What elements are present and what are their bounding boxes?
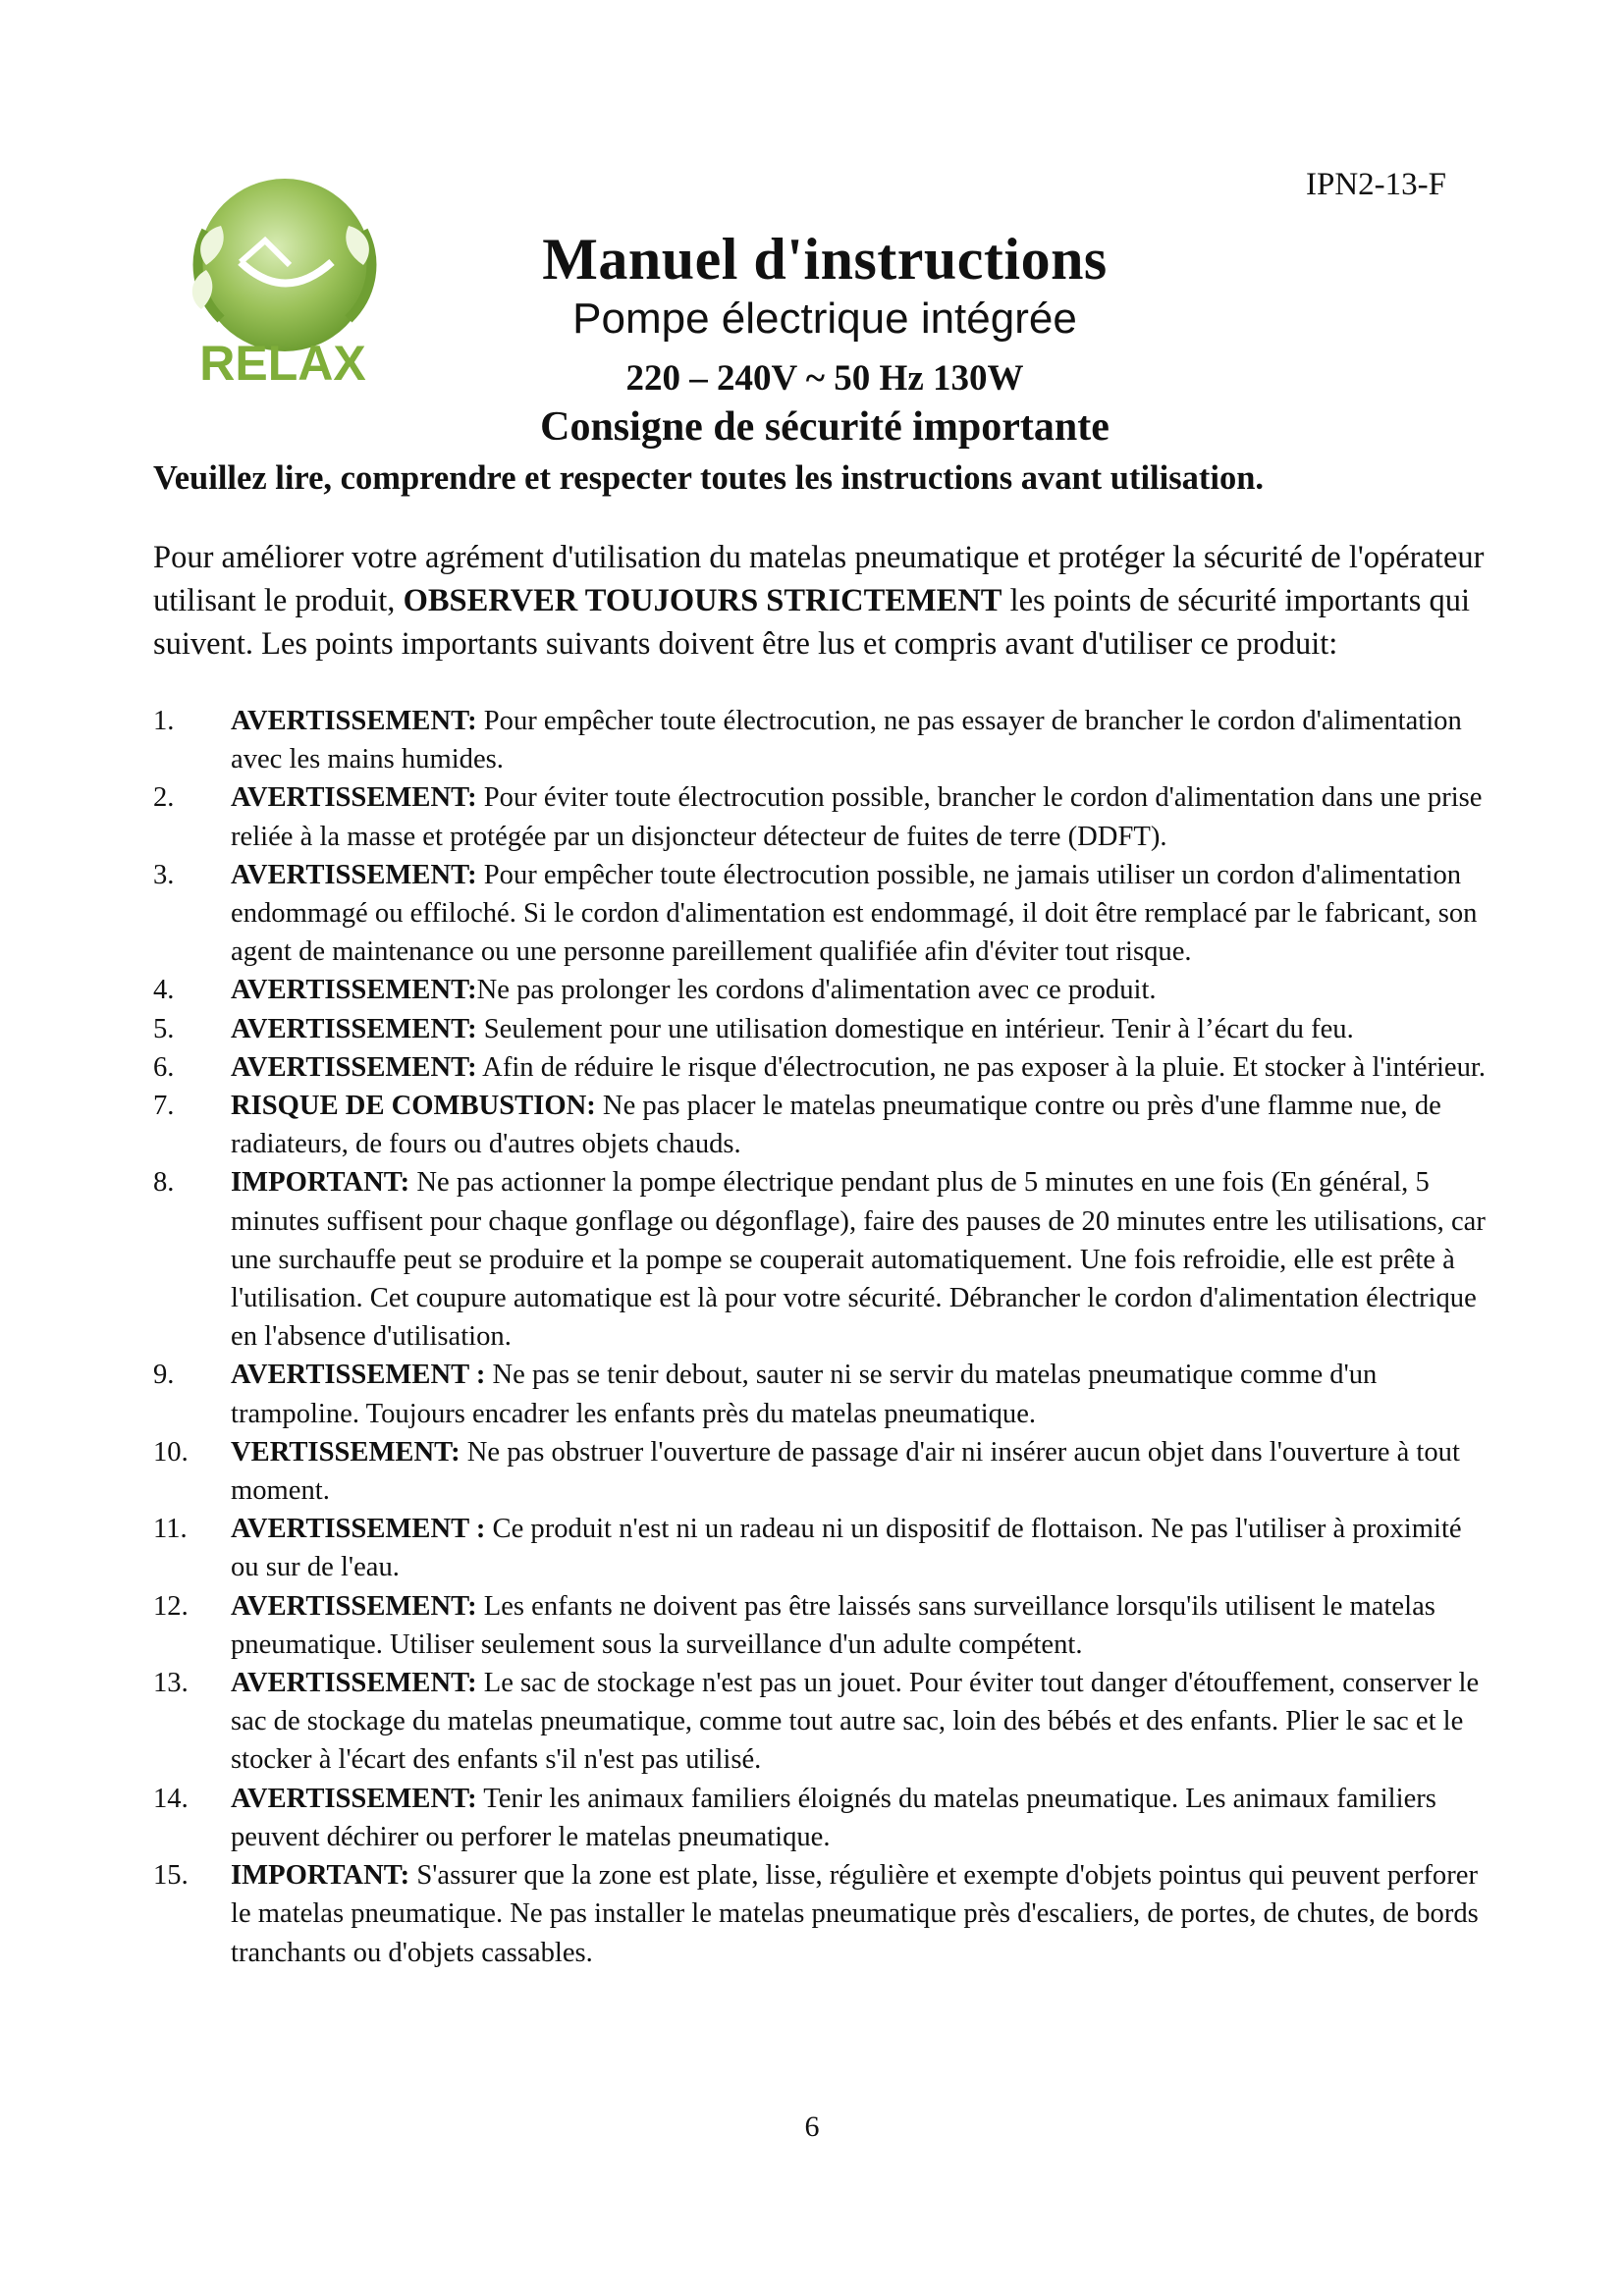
item-lead: AVERTISSEMENT: — [231, 706, 477, 736]
logo-text: RELAX — [199, 336, 366, 391]
item-number: 11. — [153, 1514, 188, 1545]
item-number: 8. — [153, 1167, 175, 1199]
intro-paragraph — [153, 536, 1518, 666]
item-text: Ne pas prolonger les cordons d'alimentation avec ce produit. — [476, 975, 1157, 1006]
item-lead: AVERTISSEMENT: — [231, 1013, 477, 1044]
list-item — [153, 1587, 1489, 1664]
read-instructions-notice: Veuillez lire, comprendre et respecter toutes les instructions avant utilisation. — [153, 459, 1265, 497]
item-text: Le sac de stockage n'est pas un jouet. Pour éviter tout danger d'étouffement, conserver le sac de stockage du matelas pneumatique, comme tout autre sac, loin des bébés et des enfants. Plier le sac et le stocker à l'écart des enfants s'il n'est pas utilisé. — [231, 1668, 1480, 1776]
item-lead: AVERTISSEMENT: — [231, 1590, 477, 1622]
item-text: Tenir les animaux familiers éloignés du matelas pneumatique. Les animaux familiers peuvent déchirer ou perforer le matelas pneumatique. — [231, 1783, 1436, 1852]
item-lead: AVERTISSEMENT : — [231, 1360, 486, 1391]
item-text: S'assurer que la zone est plate, lisse, régulière et exempte d'objets pointus qui peuvent perforer le matelas pneumatique. Ne pas installer le matelas pneumatique près d'escaliers, de portes, de chutes, de bords tranchants ou d'objets cassables. — [231, 1860, 1479, 1968]
document-code: IPN2-13-F — [1306, 167, 1447, 202]
item-text: Pour empêcher toute électrocution possible, ne jamais utiliser un cordon d'alimentation endommagé ou effiloché. Si le cordon d'alimentation est endommagé, il doit être remplacé par le fabricant, son agent de maintenance ou une personne pareillement qualifiée afin d'éviter tout risque. — [231, 859, 1478, 968]
item-number: 14. — [153, 1783, 189, 1814]
item-lead: AVERTISSEMENT: — [231, 975, 477, 1006]
list-item — [153, 1356, 1489, 1432]
item-number: 13. — [153, 1668, 189, 1699]
list-item — [153, 1510, 1489, 1586]
list-item — [153, 971, 1489, 1009]
item-lead: AVERTISSEMENT: — [231, 1668, 477, 1699]
item-text: Seulement pour une utilisation domestique en intérieur. Tenir à l’écart du feu. — [476, 1013, 1354, 1044]
list-item — [153, 1780, 1489, 1856]
list-item — [153, 1087, 1489, 1163]
intro-text-after: les points de sécurité importants qui suivent. Les points importants suivants doivent être lus et compris avant d'utiliser ce produit: — [153, 583, 1471, 662]
item-number: 12. — [153, 1590, 189, 1622]
list-item — [153, 778, 1489, 855]
item-lead: AVERTISSEMENT: — [231, 1783, 477, 1814]
item-lead: AVERTISSEMENT: — [231, 782, 477, 814]
list-item — [153, 1010, 1489, 1048]
safety-heading: Consigne de sécurité importante — [540, 404, 1110, 450]
list-item — [153, 1664, 1489, 1780]
item-number: 1. — [153, 706, 175, 736]
item-text: Ne pas placer le matelas pneumatique contre ou près d'une flamme nue, de radiateurs, de fours ou d'autres objets chauds. — [231, 1091, 1441, 1160]
list-item — [153, 856, 1489, 972]
list-item — [153, 1163, 1489, 1356]
item-text: Pour éviter toute électrocution possible, brancher le cordon d'alimentation dans une prise reliée à la masse et protégée par un disjoncteur détecteur de fuites de terre (DDFT). — [231, 782, 1483, 852]
page-subtitle: Pompe électrique intégrée — [572, 294, 1077, 343]
item-number: 3. — [153, 859, 175, 890]
safety-list — [153, 702, 1489, 1972]
item-number: 5. — [153, 1013, 175, 1044]
list-item — [153, 1433, 1489, 1510]
item-text: Pour empêcher toute électrocution, ne pas essayer de brancher le cordon d'alimentation avec les mains humides. — [231, 706, 1462, 775]
item-number: 7. — [153, 1091, 175, 1122]
list-item — [153, 1048, 1489, 1087]
item-text: Ne pas obstruer l'ouverture de passage d'air ni insérer aucun objet dans l'ouverture à tout moment. — [231, 1436, 1460, 1507]
intro-emphasis: OBSERVER TOUJOURS STRICTEMENT — [403, 583, 1002, 618]
item-number: 6. — [153, 1051, 175, 1083]
item-lead: IMPORTANT: — [231, 1860, 410, 1892]
item-lead: AVERTISSEMENT: — [231, 859, 477, 890]
item-text: Les enfants ne doivent pas être laissés sans surveillance lorsqu'ils utilisent le matelas pneumatique. Utiliser seulement sous la surveillance d'un adulte compétent. — [231, 1590, 1435, 1660]
list-item — [153, 702, 1489, 778]
item-text: Ne pas actionner la pompe électrique pendant plus de 5 minutes en une fois (En général, 5 minutes suffisent pour chaque gonflage ou dégonflage), faire des pauses de 20 minutes entre les utilisations, car une surchauffe peut se produire et la pompe se couperait automatiquement. Une fois refroidie, elle est prête à l'utilisation. Cet coupure automatique est là pour votre sécurité. Débrancher le cordon d'alimentation électrique en l'absence d'utilisation. — [231, 1167, 1486, 1353]
item-text: Afin de réduire le risque d'électrocution, ne pas exposer à la pluie. Et stocker à l'intérieur. — [476, 1051, 1486, 1083]
item-number: 9. — [153, 1360, 175, 1391]
item-number: 2. — [153, 782, 175, 814]
item-text: Ne pas se tenir debout, sauter ni se servir du matelas pneumatique comme d'un trampoline. Toujours encadrer les enfants près du matelas pneumatique. — [231, 1360, 1378, 1429]
item-lead: RISQUE DE COMBUSTION: — [231, 1091, 596, 1122]
item-lead: IMPORTANT: — [231, 1167, 410, 1199]
electrical-specs: 220 – 240V ~ 50 Hz 130W — [625, 358, 1024, 399]
item-lead: AVERTISSEMENT: — [231, 1051, 477, 1083]
item-number: 15. — [153, 1860, 189, 1892]
page-number: 6 — [804, 2110, 820, 2143]
list-item — [153, 1856, 1489, 1972]
item-number: 10. — [153, 1436, 189, 1468]
item-lead: AVERTISSEMENT : — [231, 1514, 486, 1545]
intro-text-before: Pour améliorer votre agrément d'utilisation du matelas pneumatique et protéger la sécurité de l'opérateur utilisant le produit, — [153, 540, 1485, 618]
item-number: 4. — [153, 975, 175, 1006]
item-lead: VERTISSEMENT: — [231, 1436, 460, 1468]
item-text: Ce produit n'est ni un radeau ni un dispositif de flottaison. Ne pas l'utiliser à proximité ou sur de l'eau. — [231, 1514, 1462, 1583]
page-title: Manuel d'instructions — [542, 227, 1108, 292]
